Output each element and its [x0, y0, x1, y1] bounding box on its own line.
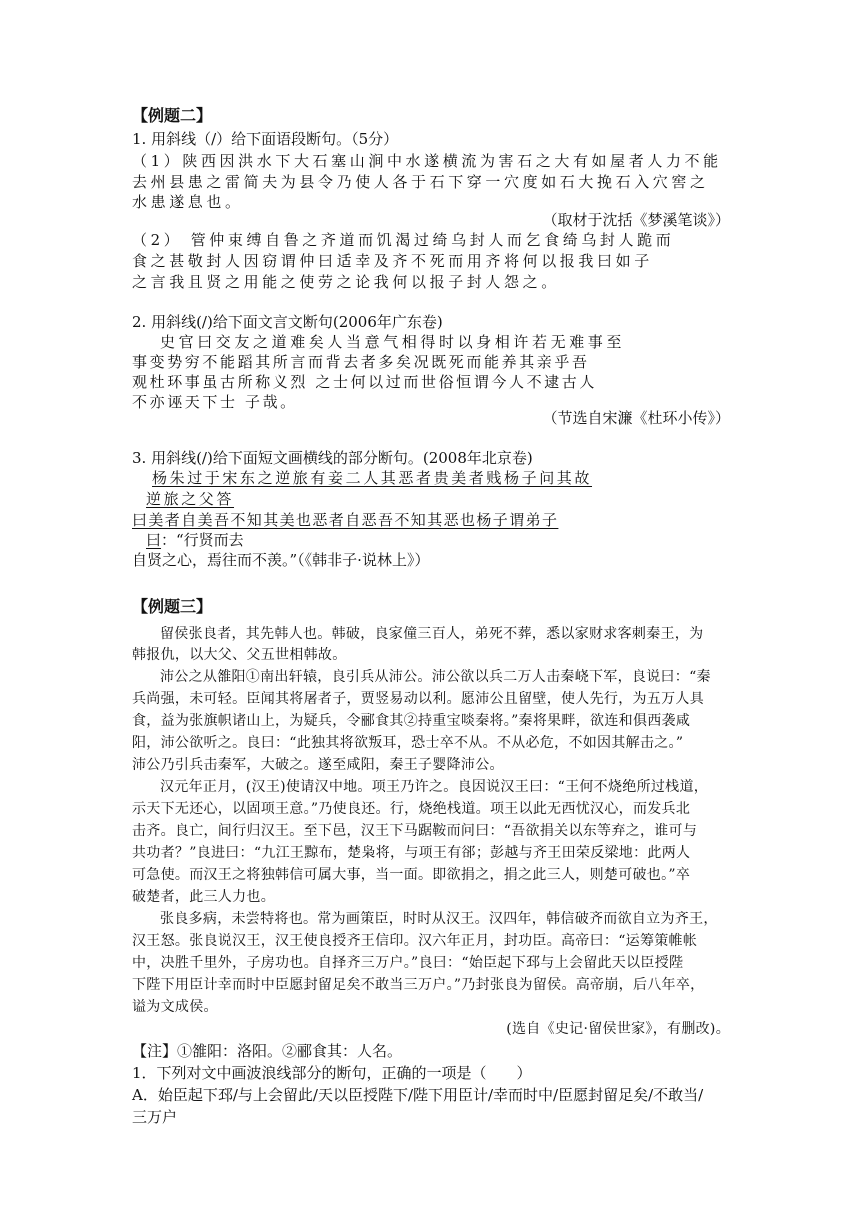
passage-source: (选自《史记·留侯世家》，有删改)。 [506, 1021, 730, 1037]
q1-p1-line-3: 水患遂息也。 [132, 193, 244, 211]
passage-line-8: 汉元年正月，(汉王)使请汉中地。项王乃许之。良因说汉王曰：“王何不烧绝所过栈道， [160, 779, 709, 795]
passage-line-17: 下陛下用臣计幸而时中臣愿封留足矣不敢当三万户。”乃封张良为留侯。高帝崩，后八年卒， [132, 977, 705, 993]
passage-line-5: 食，益为张旗帜诸山上，为疑兵，令郦食其②持重宝啖秦将。”秦将果畔，欲连和俱西袭咸 [132, 713, 691, 729]
passage-line-11: 共功者？”良进曰：“九江王黥布，楚枭将，与项王有郤；彭越与齐王田荣反梁地：此两人 [132, 845, 691, 861]
q2-line-3: 观杜环事虽古所称义烈 之士何以过而世俗恒谓今人不逮古人 [132, 373, 597, 391]
passage-line-7: 沛公乃引兵击秦军，大破之。遂至咸阳，秦王子婴降沛公。 [132, 757, 504, 773]
q2-title: 2. 用斜线(/)给下面文言文断句(2006年广东卷) [132, 313, 443, 331]
example-3-heading: 【例题三】 [132, 597, 213, 616]
q3-line-4 [146, 530, 244, 550]
passage-line-6: 阳，沛公欲听之。良曰：“此独其将欲叛耳，恐士卒不从。不从必危，不如因其解击之。” [132, 735, 684, 751]
note: 【注】①雒阳：洛阳。②郦食其：人名。 [132, 1042, 403, 1060]
q3-underlined-line-2: 逆旅之父答 [146, 490, 235, 508]
q1-p1-line-2: 去州县患之雷简夫为县令乃使人各于石下穿一穴度如石大挽石入穴窖之 [132, 173, 709, 191]
passage-line-1: 留侯张良者，其先韩人也。韩破，良家僮三百人，弟死不葬，悉以家财求客刺秦王，为 [160, 626, 704, 642]
q1-title: 1. 用斜线（/）给下面语段断句。（5分） [132, 130, 399, 148]
passage-line-10: 击齐。良亡，间行归汉王。至下邑，汉王下马踞鞍而问曰：“吾欲捐关以东等弃之，谁可与 [132, 823, 698, 839]
q2-line-2: 事变势穷不能蹈其所言而背去者多矣况既死而能养其亲乎吾 [132, 353, 590, 371]
q3-line-5: 自贤之心，焉往而不羡。”（《韩非子·说林上》） [132, 551, 430, 569]
q1-p2-line-3: 之言我且贤之用能之使劳之论我何以报子封人怨之。 [132, 273, 560, 291]
passage-line-9: 示天下无还心，以固项王意。”乃使良还。行，烧绝栈道。项王以此无西忧汉心，而发兵北 [132, 801, 691, 817]
q1-p2-line-2: 食之甚敬封人因窃谓仲曰适幸及齐不死而用齐将何以报我曰如子 [132, 252, 653, 270]
passage-line-15: 汉王怒。张良说汉王，汉王使良授齐王信印。汉六年正月，封功臣。高帝曰：“运筹策帷帐 [132, 933, 698, 949]
passage-line-12: 可急使。而汉王之将独韩信可属大事，当一面。即欲捐之，捐之此三人，则楚可破也。”卒 [132, 867, 691, 883]
question-1: 1．下列对文中画波浪线部分的断句，正确的一项是（ ） [132, 1064, 532, 1082]
passage-line-13: 破楚者，此三人力也。 [132, 889, 275, 905]
q1-p2-line-1: （2） 管仲束缚自鲁之齐道而饥渴过绮乌封人而乞食绮乌封人跪而 [132, 231, 675, 249]
q2-line-4: 不亦诬天下士 子哉。 [132, 393, 298, 411]
q1-p1-source: （取材于沈括《梦溪笔谈》） [542, 211, 730, 229]
example-2-heading: 【例题二】 [132, 106, 213, 125]
q1-p1-line-1: （1）陕西因洪水下大石塞山涧中水遂横流为害石之大有如屋者人力不能 [132, 152, 722, 170]
q3-line-4-rest: ：“行贤而去 [161, 531, 244, 549]
q2-source: （节选自宋濂《杜环小传》） [542, 409, 730, 427]
q3-title: 3. 用斜线(/)给下面短文画横线的部分断句。(2008年北京卷) [132, 449, 533, 467]
passage-line-4: 兵尚强，未可轻。臣闻其将屠者子，贾竖易动以利。愿沛公且留壁，使人先行，为五万人具 [132, 691, 704, 707]
q3-underlined-line-1: 杨朱过于宋东之逆旅有妾二人其恶者贵美者贱杨子问其故 [152, 469, 593, 487]
q3-line-4-underlined: 曰 [146, 531, 162, 549]
option-a-line-2: 三万户 [132, 1108, 178, 1126]
q3-underlined-line-3: 曰美者自美吾不知其美也恶者自恶吾不知其恶也杨子谓弟子 [132, 511, 559, 529]
passage-line-14: 张良多病，未尝特将也。常为画策臣，时时从汉王。汉四年，韩信破齐而欲自立为齐王， [160, 911, 718, 927]
passage-line-16: 中，决胜千里外，子房功也。自择齐三万户。”良曰：“始臣起下邳与上会留此天以臣授陛 [132, 955, 684, 971]
passage-line-18: 谥为文成侯。 [132, 999, 218, 1015]
passage-line-3: 沛公之从雒阳①南出轩辕，良引兵从沛公。沛公欲以兵二万人击秦峣下军，良说曰：“秦 [160, 669, 711, 685]
q2-line-1: 史官曰交友之道难矣人当意气相得时以身相许若无难事至 [160, 333, 626, 351]
passage-line-2: 韩报仇，以大父、父五世相韩故。 [132, 647, 347, 663]
option-a-line-1: A．始臣起下邳/与上会留此/天以臣授陛下/陛下用臣计/幸而时中/臣愿封留足矣/不敢当/ [132, 1086, 704, 1104]
